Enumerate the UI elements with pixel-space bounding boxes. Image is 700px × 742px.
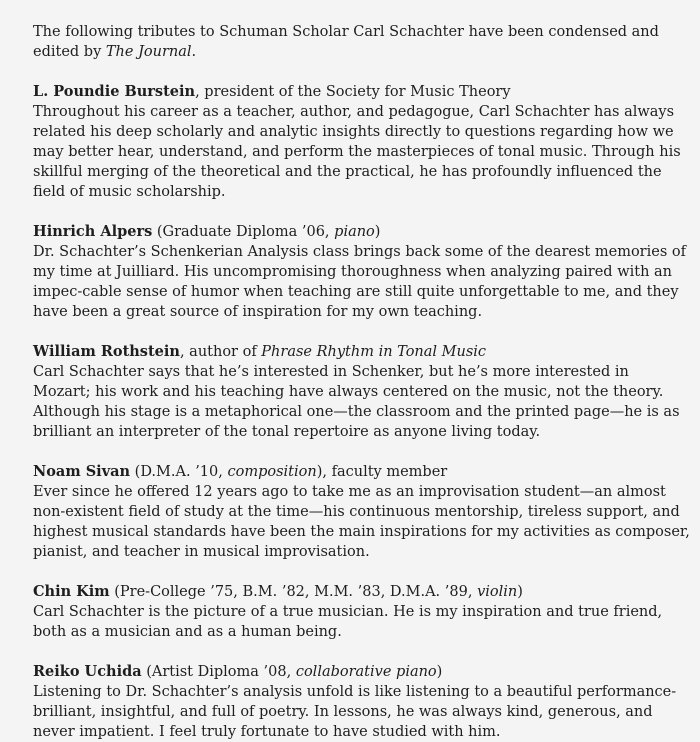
tribute-affiliation: ) xyxy=(517,584,523,600)
tribute-affiliation: ) xyxy=(436,664,443,680)
tribute-affiliation: (Artist Diploma ’08, xyxy=(141,664,296,680)
tribute-author-name: L. Poundie Burstein xyxy=(33,83,196,100)
tribute-affiliation: , author of xyxy=(179,344,262,360)
tribute-item xyxy=(33,462,690,562)
intro-text: The following tributes to Schuman Scholar Carl Schachter have been condensed and edited by xyxy=(33,24,659,60)
tribute-quote: Dr. Schachter’s Schenkerian Analysis class brings back some of the dearest memories of my time at Juilliard. His uncompromising thoroughness when analyzing paired with an impec-cable sense of humor when teaching are still quite unforgettable to me, and they have been a great source of inspiration for my own teaching. xyxy=(33,244,686,320)
tribute-author-name: Hinrich Alpers xyxy=(33,223,153,240)
publication-title: The Journal xyxy=(105,44,192,60)
tribute-item xyxy=(33,222,690,322)
tribute-affiliation-italic: Phrase Rhythm in Tonal Music xyxy=(261,344,487,360)
tribute-item xyxy=(33,582,690,642)
tribute-affiliation-italic: piano xyxy=(334,224,375,240)
tribute-affiliation: ), faculty member xyxy=(316,464,448,480)
tribute-author-line xyxy=(33,82,690,102)
tribute-affiliation: , president of the Society for Music Theory xyxy=(195,84,511,100)
tribute-item xyxy=(33,662,690,742)
tribute-author-line xyxy=(33,662,690,682)
tribute-affiliation: ) xyxy=(374,224,381,240)
tribute-author-name: William Rothstein xyxy=(33,343,180,360)
tribute-author-line xyxy=(33,342,690,362)
tribute-affiliation-italic: collaborative piano xyxy=(295,664,437,680)
tribute-author-line xyxy=(33,222,690,242)
tribute-affiliation-italic: violin xyxy=(477,584,518,600)
tribute-quote: Carl Schachter is the picture of a true musician. He is my inspiration and true friend, both as a musician and as a human being. xyxy=(33,604,663,640)
tribute-quote: Listening to Dr. Schachter’s analysis unfold is like listening to a beautiful performance-brilliant, insightful, and full of poetry. In lessons, he was always kind, generous, and never impatient. I feel truly fortunate to have studied with him. xyxy=(33,684,677,740)
tribute-author-name: Noam Sivan xyxy=(33,463,131,480)
tribute-item xyxy=(33,342,690,442)
tribute-affiliation: (Graduate Diploma ’06, xyxy=(152,224,335,240)
tribute-affiliation: (D.M.A. ’10, xyxy=(130,464,228,480)
tribute-author-name: Chin Kim xyxy=(33,583,110,600)
tribute-author-line xyxy=(33,582,690,602)
tribute-quote: Carl Schachter says that he’s interested in Schenker, but he’s more interested in Mozart; his work and his teaching have always centered on the music, not the theory. Although his stage is a metaphorical one—the classroom and the printed page—he is as brilliant an interpreter of the tonal repertoire as anyone living today. xyxy=(33,364,680,440)
tribute-affiliation: (Pre-College ’75, B.M. ’82, M.M. ’83, D.M.A. ’89, xyxy=(109,584,478,600)
tribute-affiliation-italic: composition xyxy=(227,464,317,480)
intro-end: . xyxy=(191,44,197,60)
tribute-author-name: Reiko Uchida xyxy=(33,663,142,680)
intro-paragraph xyxy=(33,22,690,62)
tribute-author-line xyxy=(33,462,690,482)
tribute-quote: Ever since he offered 12 years ago to take me as an improvisation student—an almost non-existent field of study at the time—his continuous mentorship, tireless support, and highest musical standards have been the main inspirations for my activities as composer, pianist, and teacher in musical improvisation. xyxy=(33,484,690,560)
tribute-item xyxy=(33,82,690,202)
tribute-list xyxy=(33,82,690,742)
tribute-quote: Throughout his career as a teacher, author, and pedagogue, Carl Schachter has always related his deep scholarly and analytic insights directly to questions regarding how we may better hear, understand, and perform the masterpieces of tonal music. Through his skillful merging of the theoretical and the practical, he has profoundly influenced the field of music scholarship. xyxy=(33,104,681,200)
